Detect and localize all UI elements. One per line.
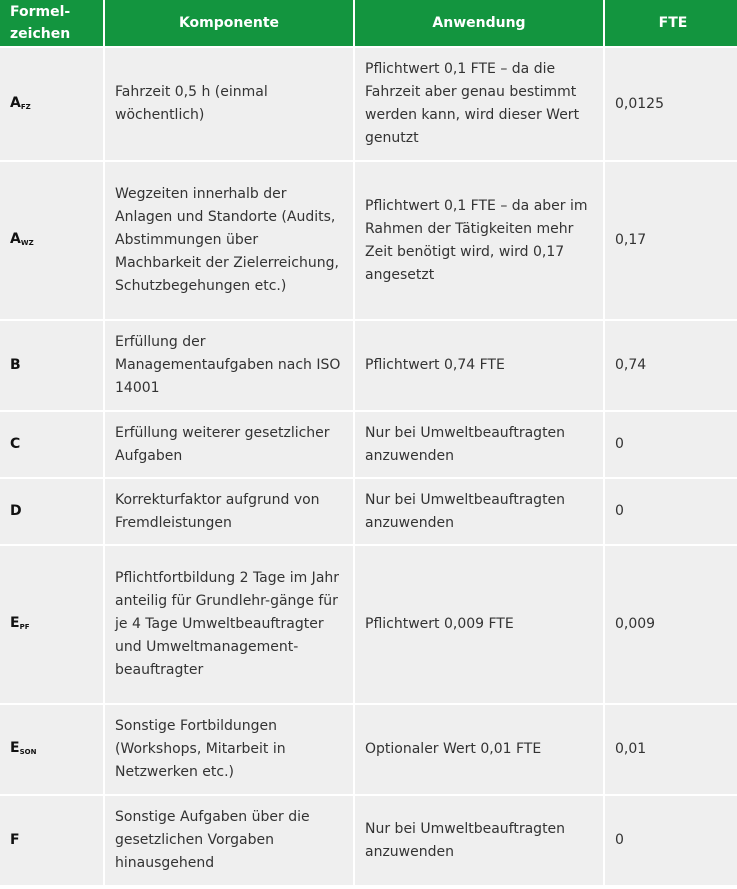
header-anwendung: Anwendung (355, 0, 603, 46)
table-header-row (0, 0, 737, 46)
formelzeichen-cell: $E_{SON}$ (0, 705, 103, 794)
fte-cell: 0 (605, 412, 737, 477)
fte-cell: 0,009 (605, 546, 737, 703)
komponente-cell: Sonstige Fortbildungen (Workshops, Mitarbeit in Netzwerken etc.) (105, 705, 353, 794)
komponente-cell: Pflichtfortbildung 2 Tage im Jahr anteilig für Grundlehr-gänge für je 4 Tage Umweltbeauftragter und Umweltmanagement-beauftragter (105, 546, 353, 703)
table-row (0, 479, 737, 544)
fte-cell: 0,0125 (605, 48, 737, 160)
komponente-cell: Erfüllung weiterer gesetzlicher Aufgaben (105, 412, 353, 477)
table-row (0, 412, 737, 477)
fte-cell: 0,74 (605, 321, 737, 410)
anwendung-cell: Nur bei Umweltbeauftragten anzuwenden (355, 479, 603, 544)
fte-cell: 0 (605, 796, 737, 885)
anwendung-cell: Nur bei Umweltbeauftragten anzuwenden (355, 412, 603, 477)
formelzeichen-cell: $A_{WZ}$ (0, 162, 103, 319)
fte-cell: 0,17 (605, 162, 737, 319)
formelzeichen-cell: D (0, 479, 103, 544)
header-formelzeichen: Formel- zeichen (0, 0, 103, 46)
header-fte: FTE (605, 0, 737, 46)
fte-cell: 0,01 (605, 705, 737, 794)
komponente-cell: Erfüllung der Managementaufgaben nach ISO 14001 (105, 321, 353, 410)
anwendung-cell: Pflichtwert 0,74 FTE (355, 321, 603, 410)
anwendung-cell: Pflichtwert 0,1 FTE – da aber im Rahmen der Tätigkeiten mehr Zeit benötigt wird, wird 0,17 angesetzt (355, 162, 603, 319)
header-komponente: Komponente (105, 0, 353, 46)
anwendung-cell: Nur bei Umweltbeauftragten anzuwenden (355, 796, 603, 885)
formelzeichen-cell: $A_{FZ}$ (0, 48, 103, 160)
fte-cell: 0 (605, 479, 737, 544)
komponente-cell: Wegzeiten innerhalb der Anlagen und Standorte (Audits, Abstimmungen über Machbarkeit der Zielerreichung, Schutzbegehungen etc.) (105, 162, 353, 319)
table-row (0, 796, 737, 885)
table-row (0, 546, 737, 703)
table-row (0, 48, 737, 160)
formelzeichen-cell: F (0, 796, 103, 885)
komponente-cell: Korrekturfaktor aufgrund von Fremdleistungen (105, 479, 353, 544)
komponente-cell: Sonstige Aufgaben über die gesetzlichen Vorgaben hinausgehend (105, 796, 353, 885)
anwendung-cell: Optionaler Wert 0,01 FTE (355, 705, 603, 794)
komponente-cell: Fahrzeit 0,5 h (einmal wöchentlich) (105, 48, 353, 160)
formelzeichen-cell: $E_{PF}$ (0, 546, 103, 703)
formelzeichen-cell: B (0, 321, 103, 410)
table-row (0, 705, 737, 794)
anwendung-cell: Pflichtwert 0,009 FTE (355, 546, 603, 703)
table-row (0, 321, 737, 410)
formelzeichen-cell: C (0, 412, 103, 477)
anwendung-cell: Pflichtwert 0,1 FTE – da die Fahrzeit aber genau bestimmt werden kann, wird dieser Wert genutzt (355, 48, 603, 160)
table-row (0, 162, 737, 319)
